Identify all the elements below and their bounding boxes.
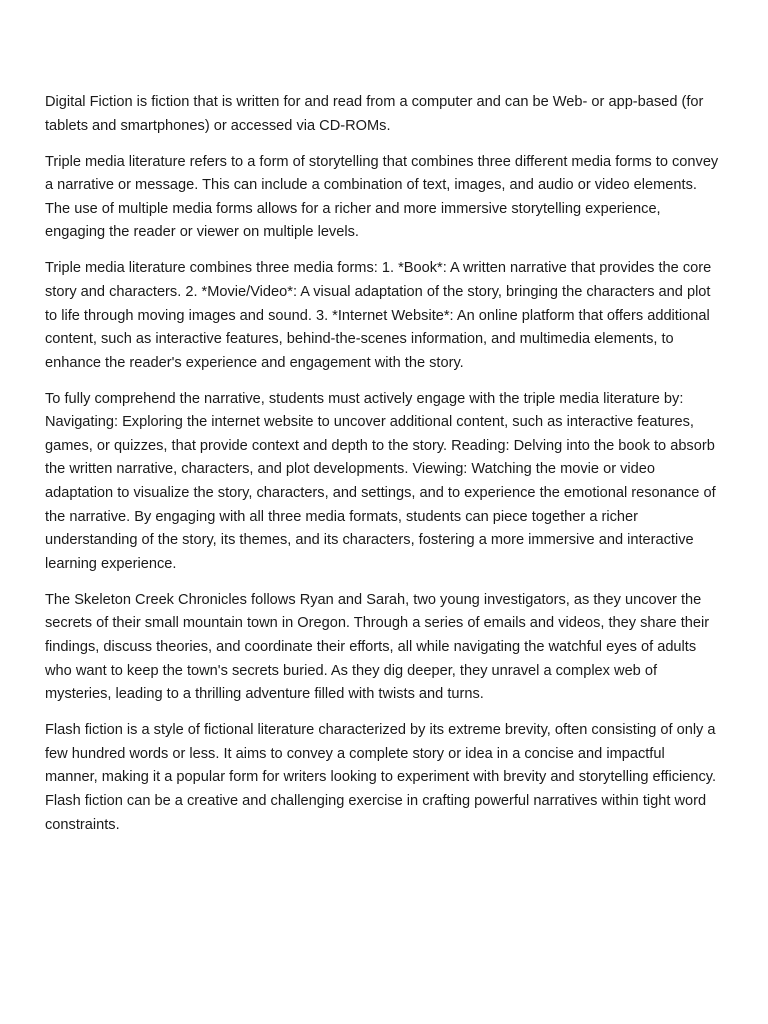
paragraph-triple-media-definition: Triple media literature refers to a form of storytelling that combines three different media forms to convey a narrative or message. This can include a combination of text, images, and audio or video elements. The use of multiple media forms allows for a richer and more immersive storytelling experience, engaging the reader or viewer on multiple levels. (45, 153, 719, 241)
paragraph-digital-fiction: Digital Fiction is fiction that is written for and read from a computer and can be Web- or app-based (for tablets and smartphones) or accessed via CD-ROMs. (45, 94, 704, 134)
paragraph-student-engagement: To fully comprehend the narrative, students must actively engage with the triple media literature by: Navigating: Exploring the internet website to uncover additional content, such as interactive features, games, or quizzes, that provide context and depth to the story. Reading: Delving into the book to absorb the written narrative, characters, and plot developments. Viewing: Watching the movie or video adaptation to visualize the story, characters, and settings, and to experience the emotional resonance of the narrative. By engaging with all three media formats, students can piece together a richer understanding of the story, its themes, and its characters, fostering a more immersive and interactive learning experience. (45, 390, 716, 572)
paragraph-flash-fiction: Flash fiction is a style of fictional literature characterized by its extreme brevity, often consisting of only a few hundred words or less. It aims to convey a complete story or idea in a concise and impactful manner, making it a popular form for writers looking to experiment with brevity and storytelling efficiency. Flash fiction can be a creative and challenging exercise in crafting powerful narratives within tight word constraints. (45, 722, 717, 833)
document-page (45, 91, 721, 850)
paragraph-skeleton-creek: The Skeleton Creek Chronicles follows Ryan and Sarah, two young investigators, as they uncover the secrets of their small mountain town in Oregon. Through a series of emails and videos, they share their findings, discuss theories, and coordinate their efforts, all while navigating the watchful eyes of adults who want to keep the town's secrets buried. As they dig deeper, they unravel a complex web of mysteries, leading to a thrilling adventure filled with twists and turns. (45, 591, 710, 703)
paragraph-triple-media-forms: Triple media literature combines three media forms: 1. *Book*: A written narrative that provides the core story and characters. 2. *Movie/Video*: A visual adaptation of the story, bringing the characters and plot to life through moving images and sound. 3. *Internet Website*: An online platform that offers additional content, such as interactive features, behind-the-scenes information, and multimedia elements, to enhance the reader's experience and engagement with the story. (45, 260, 712, 371)
